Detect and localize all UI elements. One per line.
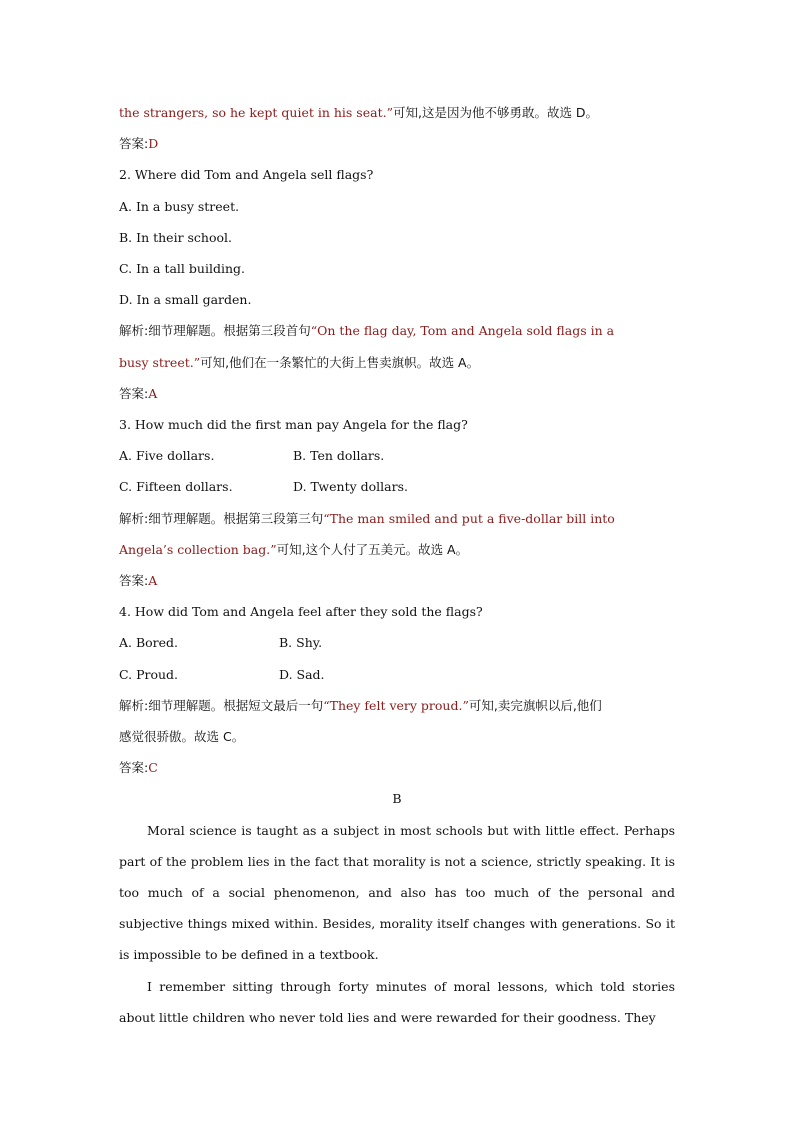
q4-option-c: C. Proud. [119, 666, 179, 682]
passage-paragraph-2: I remember sitting through forty minutes of moral lessons, which told stories about little children who never told lies and were rewarded for their goodness. They [119, 978, 675, 1025]
q1-answer [119, 128, 675, 159]
q1-explain: 可知,这是因为他不够勇敢。故选 D。 [392, 105, 599, 120]
q4-options-row-1 [119, 627, 675, 658]
q2-analysis-line2 [119, 347, 675, 378]
q3-option-c: C. Fifteen dollars. [119, 479, 233, 495]
answer-value: D [148, 136, 159, 152]
q4-stem: 4. How did Tom and Angela feel after they sold the flags? [119, 604, 483, 620]
q2-option-c: C. In a tall building. [119, 261, 245, 277]
document-content [119, 97, 675, 1033]
q2-option-d: D. In a small garden. [119, 292, 252, 308]
q2-explain: 可知,他们在一条繁忙的大街上售卖旗帜。故选 A。 [200, 354, 480, 370]
answer-label: 答案: [119, 136, 149, 152]
q3-option-d: D. Twenty dollars. [293, 479, 408, 495]
q2-analysis-line1 [119, 315, 675, 346]
q3-options-row-2 [119, 471, 675, 502]
q2-answer [119, 378, 675, 409]
q4-analysis-line2: 感觉很骄傲。故选 C。 [119, 729, 245, 745]
q2-analysis-prefix: 解析:细节理解题。根据第三段首句 [119, 323, 311, 339]
answer-label: 答案: [119, 573, 149, 589]
q1-quote: the strangers, so he kept quiet in his seat.” [119, 105, 393, 120]
answer-label: 答案: [119, 385, 149, 401]
q2-quote-1: “On the flag day, Tom and Angela sold flags in a [310, 323, 615, 339]
q2-stem: 2. Where did Tom and Angela sell flags? [119, 167, 374, 183]
q2-quote-2: busy street.” [119, 354, 201, 370]
q4-option-d: D. Sad. [279, 666, 325, 682]
q4-answer [119, 752, 675, 783]
q3-analysis-line2 [119, 534, 675, 565]
q3-analysis-line1 [119, 503, 675, 534]
answer-value: C [148, 760, 158, 776]
q3-explain: 可知,这个人付了五美元。故选 A。 [276, 541, 469, 557]
q4-options-row-2 [119, 659, 675, 690]
q2-option-a: A. In a busy street. [119, 198, 240, 214]
q3-analysis-prefix: 解析:细节理解题。根据第三段第三句 [119, 510, 324, 526]
q4-analysis-line1 [119, 690, 675, 721]
q3-stem: 3. How much did the first man pay Angela for the flag? [119, 417, 468, 433]
q2-option-b: B. In their school. [119, 229, 233, 245]
q3-quote-1: “The man smiled and put a five-dollar bill into [323, 510, 615, 526]
passage-paragraph-1: Moral science is taught as a subject in most schools but with little effect. Perhaps part of the problem lies in the fact that morality is not a science, strictly speaking. It is too much of a social phenomenon, and also has too much of the personal and subjective things mixed within. Besides, morality itself changes with generations. So it is impossible to be defined in a textbook. [119, 822, 675, 963]
q1-analysis-tail [119, 97, 675, 128]
q4-option-a: A. Bored. [119, 635, 179, 651]
answer-label: 答案: [119, 760, 149, 776]
q3-quote-2: Angela’s collection bag.” [119, 541, 277, 557]
section-heading: B [392, 791, 402, 807]
q4-quote: “They felt very proud.” [323, 697, 469, 713]
q4-explain-1: 可知,卖完旗帜以后,他们 [468, 697, 602, 713]
q3-options-row-1 [119, 440, 675, 471]
q3-option-a: A. Five dollars. [119, 448, 215, 464]
answer-value: A [148, 573, 158, 589]
q4-analysis-prefix: 解析:细节理解题。根据短文最后一句 [119, 697, 324, 713]
q3-option-b: B. Ten dollars. [293, 448, 385, 464]
q4-option-b: B. Shy. [279, 635, 323, 651]
q3-answer [119, 565, 675, 596]
answer-value: A [148, 385, 158, 401]
